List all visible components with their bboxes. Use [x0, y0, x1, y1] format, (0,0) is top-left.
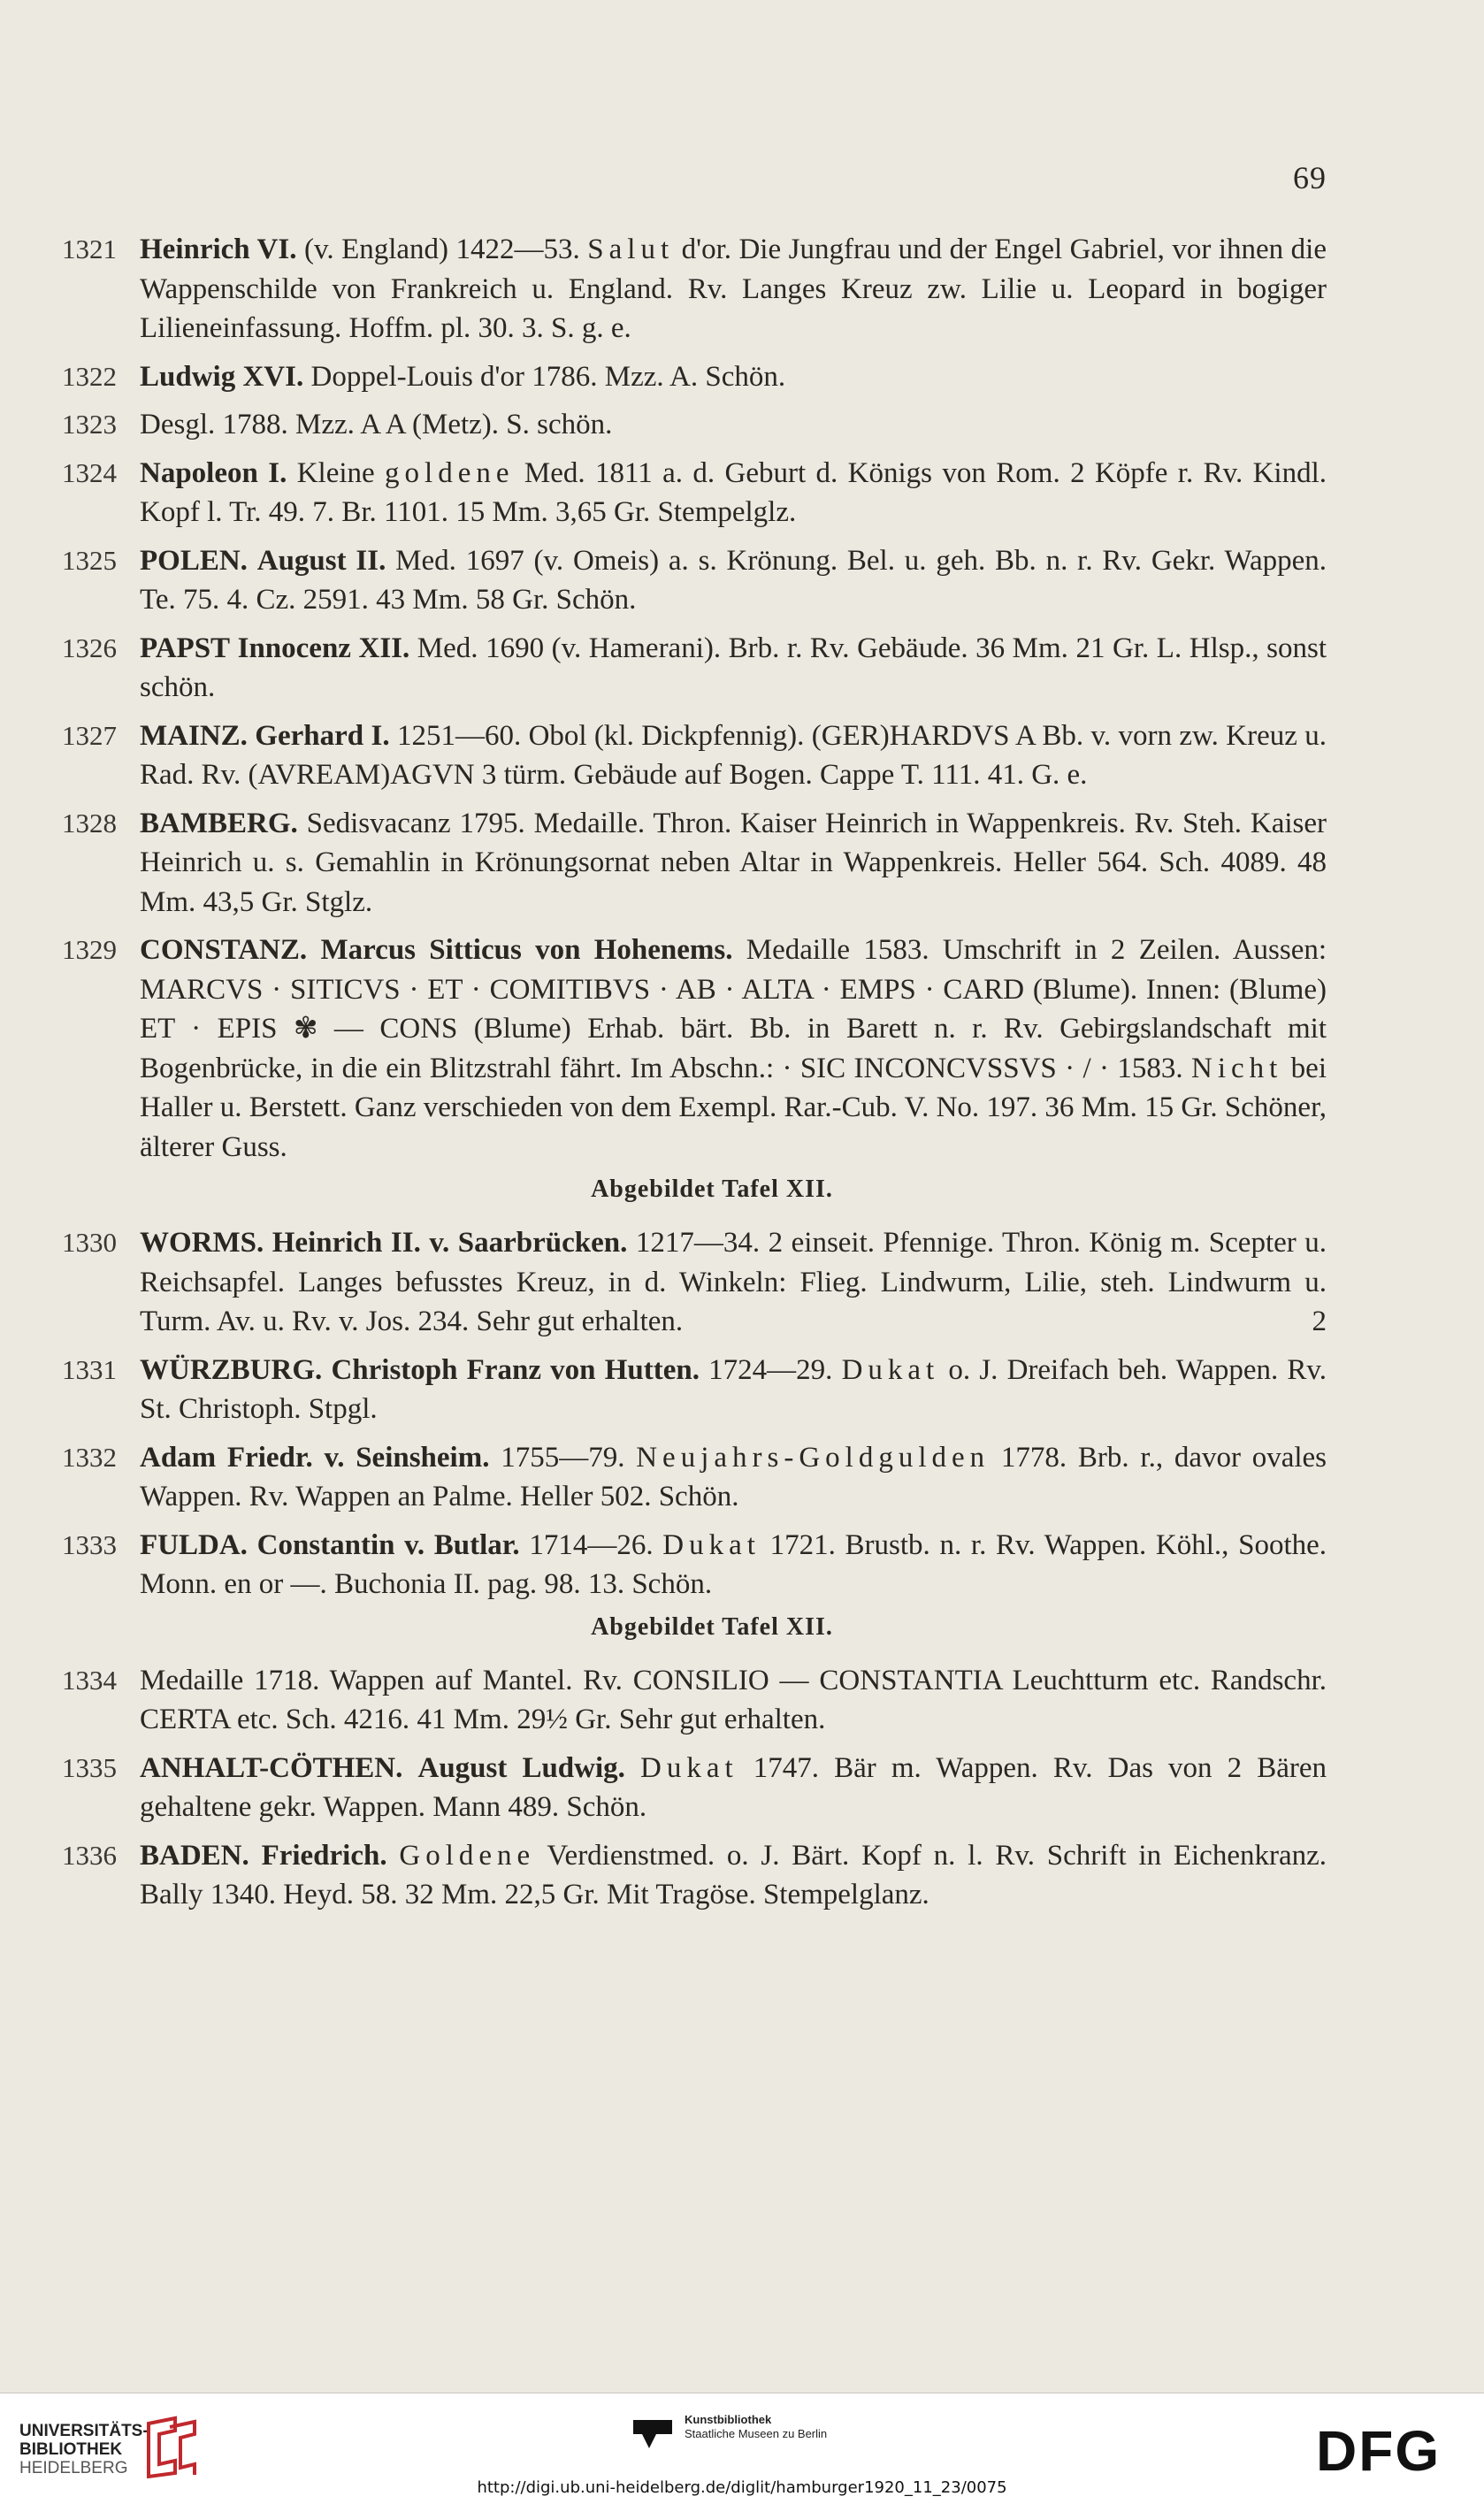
- entry-number: 1334: [62, 1664, 117, 1696]
- entry-text: Kleine: [287, 456, 386, 489]
- entry-spaced-term: Goldene: [399, 1839, 536, 1872]
- entry-text: 1217—34. 2 einseit. Pfennige. Thron. König m. Scepter u. Reichsapfel. Langes befusstes Kreuz, in d. Winkeln: Flieg. Lindwurm, Lilie, steh. Lindwurm u. Turm. Av. u. Rv. v. Jos. 234. Sehr gut erhalten.: [140, 1227, 1327, 1337]
- entry-heading: WÜRZBURG.: [140, 1353, 323, 1386]
- entry-text: [249, 1840, 262, 1872]
- entry-heading: BADEN.: [140, 1839, 249, 1872]
- entry-text: Desgl. 1788. Mzz. A A (Metz). S. schön.: [140, 409, 613, 440]
- plate-caption: Abgebildet Tafel XII.: [591, 1175, 833, 1203]
- catalogue-entry: [62, 541, 1327, 620]
- entry-text: [248, 1529, 257, 1561]
- entry-text: Medaille 1718. Wappen auf Mantel. Rv. CONSILIO — CONSTANTIA Leuchtturm etc. Randschr. CERTA etc. Sch. 4216. 41 Mm. 29½ Gr. Sehr gut erhalten.: [140, 1664, 1327, 1735]
- entry-subject: Innocenz XII.: [237, 632, 410, 664]
- entry-subject: Christoph Franz von Hutten.: [331, 1353, 700, 1386]
- entry-text: [387, 1840, 400, 1872]
- entry-text: 1251—60. Obol (kl. Dickpfennig). (GER)HARDVS A Bb. v. vorn zw. Kreuz u. Rad. Rv. (AVREAM)AGVN 3 türm. Gebäude auf Bogen. Cappe T. 111. 41. G. e.: [140, 719, 1327, 791]
- kb-line-1: Kunstbibliothek: [685, 2413, 772, 2426]
- kunstbibliothek-logo-icon: [630, 2416, 676, 2452]
- entry-number: 1330: [62, 1227, 117, 1258]
- entry-heading: FULDA.: [140, 1528, 248, 1561]
- entry-text: bei Haller u. Berstett. Ganz verschieden von dem Exempl. Rar.-Cub. V. No. 197. 36 Mm. 15 Gr. Schöner, älterer Guss.: [140, 1052, 1327, 1163]
- entry-number: 1324: [62, 456, 117, 488]
- entry-subject: August II.: [256, 544, 386, 577]
- entry-text: Med. 1690 (v. Hamerani). Brb. r. Rv. Gebäude. 36 Mm. 21 Gr. L. Hlsp., sonst schön.: [140, 632, 1327, 703]
- entry-heading: BAMBERG.: [140, 807, 298, 839]
- entry-number: 1328: [62, 807, 117, 838]
- catalogue-entry: [62, 454, 1327, 532]
- entry-heading: Adam Friedr. v. Seinsheim.: [140, 1441, 490, 1474]
- plate-caption: Abgebildet Tafel XII.: [591, 1612, 833, 1641]
- entry-text: 1721. Brustb. n. r. Rv. Wappen. Köhl., Soothe. Monn. en or —. Buchonia II. pag. 98. 13. Schön.: [140, 1528, 1327, 1600]
- entry-text: Sedisvacanz 1795. Medaille. Thron. Kaiser Heinrich in Wappenkreis. Rv. Steh. Kaiser Heinrich u. s. Gemahlin in Krönungsornat neben Altar in Wappenkreis. Heller 564. Sch. 4089. 48 Mm. 43,5 Gr. Stglz.: [140, 807, 1327, 918]
- entry-endmark: 2: [1312, 1306, 1327, 1337]
- catalogue-entry: [62, 716, 1327, 795]
- entry-text: 1724—29.: [699, 1353, 842, 1386]
- entry-number: 1321: [62, 234, 117, 264]
- catalogue-entry: [62, 1438, 1327, 1517]
- entry-spaced-term: Salut: [587, 234, 675, 265]
- entry-spaced-term: Dukat: [841, 1353, 940, 1386]
- entry-text: Med. 1697 (v. Omeis) a. s. Krönung. Bel. u. geh. Bb. n. r. Rv. Gekr. Wappen. Te. 75. 4. Cz. 2591. 43 Mm. 58 Gr. Schön.: [140, 544, 1327, 616]
- entry-number: 1325: [62, 544, 117, 576]
- ub-line-3: HEIDELBERG: [19, 2459, 128, 2477]
- catalogue-entry: [62, 930, 1327, 1167]
- entry-text: [402, 1752, 417, 1784]
- catalogue-entry: [62, 405, 1327, 445]
- entry-heading: PAPST: [140, 632, 231, 664]
- entry-spaced-term: Nicht: [1190, 1052, 1283, 1084]
- entry-text: [625, 1752, 640, 1784]
- catalogue-entry: [62, 1526, 1327, 1604]
- entry-subject: Marcus Sitticus von Hohenems.: [320, 934, 733, 966]
- entry-heading: Heinrich VI.: [140, 234, 297, 265]
- entry-number: 1336: [62, 1839, 117, 1871]
- catalogue-entry: [62, 1223, 1327, 1342]
- entry-number: 1323: [62, 409, 117, 440]
- entry-number: 1333: [62, 1528, 117, 1560]
- entry-text: (v. England) 1422—53.: [296, 234, 588, 265]
- kb-line-2: Staatliche Museen zu Berlin: [685, 2427, 828, 2440]
- kunstbibliothek-name: [685, 2413, 827, 2441]
- catalogue-entry: [62, 1661, 1327, 1740]
- entry-text: [322, 1354, 331, 1386]
- ub-logo-icon: [140, 2415, 203, 2478]
- entry-text: o. J. Dreifach beh. Wappen. Rv. St. Christoph. Stpgl.: [140, 1353, 1327, 1425]
- entry-subject: Gerhard I.: [255, 719, 390, 752]
- entry-number: 1322: [62, 360, 117, 392]
- entry-text: 1714—26.: [519, 1528, 663, 1561]
- entry-text: [248, 545, 257, 577]
- entry-spaced-term: Dukat: [640, 1751, 738, 1784]
- entry-heading: WORMS.: [140, 1227, 264, 1259]
- entry-number: 1335: [62, 1751, 117, 1783]
- entry-heading: ANHALT-CÖTHEN.: [140, 1751, 403, 1784]
- footer-bar: [0, 2393, 1484, 2504]
- entry-number: 1332: [62, 1441, 117, 1473]
- entry-number: 1327: [62, 719, 117, 751]
- entry-text: Med. 1811 a. d. Geburt d. Königs von Rom. 2 Köpfe r. Rv. Kindl. Kopf l. Tr. 49. 7. Br. 1101. 15 Mm. 3,65 Gr. Stempelglz.: [140, 456, 1327, 528]
- entry-heading: MAINZ.: [140, 719, 248, 752]
- entry-spaced-term: goldene: [385, 456, 515, 489]
- entry-spaced-term: Dukat: [662, 1528, 761, 1561]
- source-url[interactable]: http://digi.ub.uni-heidelberg.de/diglit/hamburger1920_11_23/0075: [477, 2478, 1007, 2497]
- catalogue-entry: [62, 357, 1327, 397]
- entry-text: Verdienstmed. o. J. Bärt. Kopf n. l. Rv. Schrift in Eichenkranz. Bally 1340. Heyd. 58. 32 Mm. 22,5 Gr. Mit Tragöse. Stempelglanz.: [140, 1839, 1327, 1911]
- entry-text: 1755—79.: [489, 1441, 637, 1474]
- entry-number: 1329: [62, 934, 117, 965]
- entry-text: d'or. Die Jungfrau und der Engel Gabriel, vor ihnen die Wappenschilde von Frankreich u. England. Rv. Langes Kreuz zw. Lilie u. Leopard in bogiger Lilieneinfassung. Hoffm. pl. 30. 3. S. g. e.: [140, 234, 1327, 344]
- entry-text: Doppel-Louis d'or 1786. Mzz. A. Schön.: [303, 360, 786, 393]
- catalogue-entries: [62, 230, 1327, 1924]
- entry-subject: August Ludwig.: [417, 1751, 625, 1784]
- entry-number: 1331: [62, 1353, 117, 1385]
- entry-heading: Napoleon I.: [140, 456, 287, 489]
- entry-heading: Ludwig XVI.: [140, 360, 304, 393]
- entry-number: 1326: [62, 632, 117, 663]
- catalogue-entry: [62, 1351, 1327, 1429]
- entry-subject: Constantin v. Butlar.: [256, 1528, 520, 1561]
- entry-text: [264, 1227, 272, 1259]
- ub-line-2: BIBLIOTHEK: [19, 2440, 123, 2459]
- entry-text: 1747. Bär m. Wappen. Rv. Das von 2 Bären gehaltene gekr. Wappen. Mann 489. Schön.: [140, 1751, 1327, 1823]
- entry-spaced-term: Neujahrs-Goldgulden: [636, 1441, 991, 1474]
- catalogue-entry: [62, 230, 1327, 348]
- catalogue-entry: [62, 629, 1327, 708]
- entry-subject: Friedrich.: [261, 1839, 387, 1872]
- ub-line-1: UNIVERSITÄTS-: [19, 2422, 149, 2440]
- catalogue-entry: [62, 1836, 1327, 1915]
- catalogue-entry: [62, 1749, 1327, 1827]
- entry-text: Medaille 1583. Umschrift in 2 Zeilen. Aussen: MARCVS · SITICVS · ET · COMITIBVS · AB · ALTA · EMPS · CARD (Blume). Innen: (Blume) ET · EPIS ✾ — CONS (Blume) Erhab. bärt. Bb. in Barett n. r. Rv. Gebirgslandschaft mit Bogenbrücke, in die ein Blitzstrahl fährt. Im Abschn.: · SIC INCONCVSSVS · / · 1583.: [140, 934, 1327, 1084]
- ub-heidelberg-name: [19, 2422, 149, 2477]
- entry-text: 1778. Brb. r., davor ovales Wappen. Rv. Wappen an Palme. Heller 502. Schön.: [140, 1441, 1327, 1512]
- entry-heading: CONSTANZ.: [140, 934, 308, 966]
- catalogue-entry: [62, 804, 1327, 923]
- dfg-logo: DFG: [1316, 2419, 1442, 2483]
- page-number: 69: [1293, 160, 1327, 195]
- entry-text: [307, 934, 320, 966]
- entry-heading: POLEN.: [140, 544, 248, 577]
- entry-subject: Heinrich II. v. Saarbrücken.: [272, 1227, 628, 1259]
- entry-text: [230, 632, 238, 664]
